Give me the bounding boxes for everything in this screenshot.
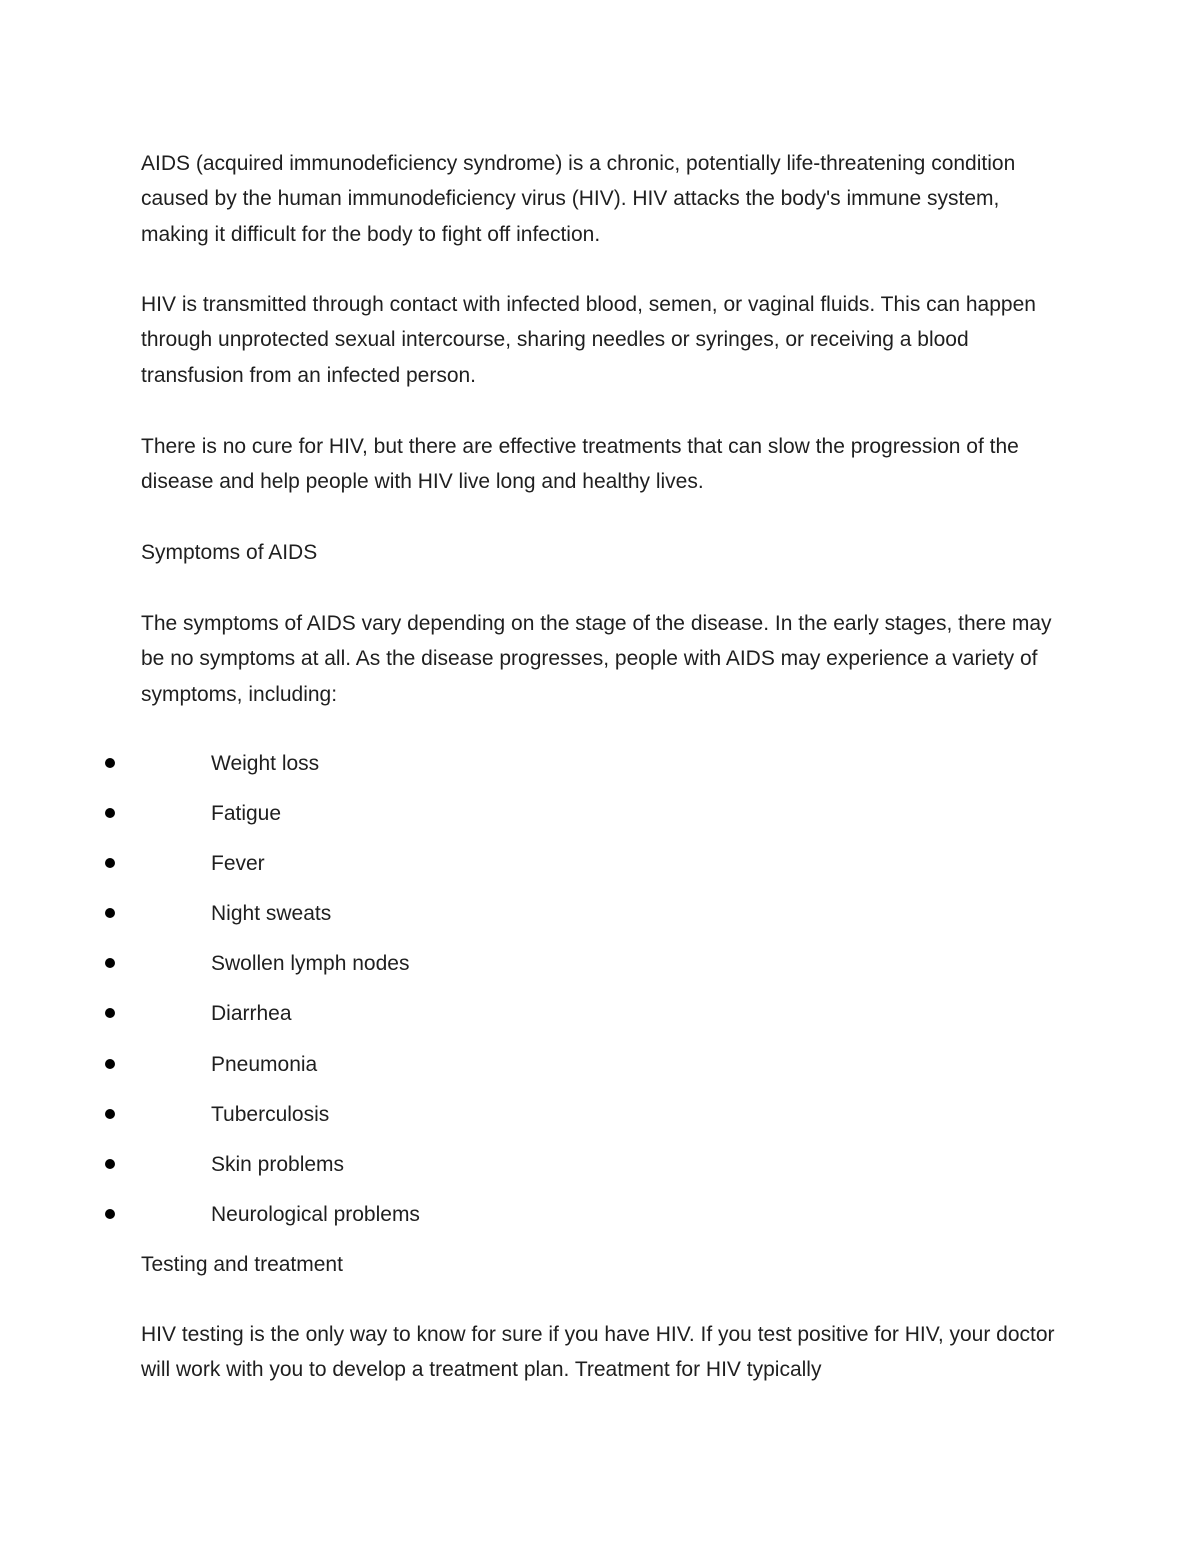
list-item — [0, 894, 900, 944]
testing-heading: Testing and treatment — [141, 1253, 343, 1276]
list-item — [0, 1095, 900, 1145]
bullet-icon — [105, 1008, 115, 1018]
bullet-icon — [105, 1059, 115, 1069]
bullet-icon — [105, 858, 115, 868]
list-item — [0, 844, 900, 894]
treatment-overview-paragraph: There is no cure for HIV, but there are effective treatments that can slow the progression of the disease and help people with HIV live long and healthy lives. — [141, 435, 1019, 494]
bullet-icon — [105, 758, 115, 768]
bullet-icon — [105, 1159, 115, 1169]
list-item-label: Swollen lymph nodes — [211, 952, 410, 976]
bullet-icon — [105, 1209, 115, 1219]
list-item-label: Tuberculosis — [211, 1102, 330, 1126]
symptoms-heading: Symptoms of AIDS — [141, 541, 318, 564]
list-item-label: Weight loss — [211, 752, 320, 775]
list-item — [0, 994, 900, 1044]
list-item-label: Neurological problems — [211, 1202, 420, 1226]
list-item-label: Pneumonia — [211, 1052, 318, 1076]
list-item — [0, 1145, 900, 1195]
testing-paragraph: HIV testing is the only way to know for sure if you have HIV. If you test positive for HIV, your doctor will work with you to develop a treatment plan. Treatment for HIV typically — [141, 1323, 1055, 1382]
symptoms-intro-paragraph: The symptoms of AIDS vary depending on the stage of the disease. In the early stages, there may be no symptoms at all. As the disease progresses, people with AIDS may experience a variety of symptoms, including: — [141, 612, 1052, 706]
list-item-label: Fatigue — [211, 802, 282, 826]
list-item-label: Diarrhea — [211, 1002, 292, 1026]
list-item — [0, 1195, 900, 1245]
intro-paragraph: AIDS (acquired immunodeficiency syndrome) is a chronic, potentially life-threatening condition caused by the human immunodeficiency virus (HIV). HIV attacks the body's immune system, making it difficult for the body to fight off infection. — [141, 152, 1016, 246]
list-item-label: Fever — [211, 852, 265, 876]
list-item — [0, 794, 900, 844]
bullet-icon — [105, 808, 115, 818]
list-item — [0, 944, 900, 994]
symptoms-list — [0, 744, 900, 1245]
bullet-icon — [105, 1109, 115, 1119]
list-item — [0, 1045, 900, 1095]
list-item-label: Skin problems — [211, 1152, 345, 1176]
list-item — [0, 744, 900, 794]
bullet-icon — [105, 908, 115, 918]
list-item-label: Night sweats — [211, 902, 332, 926]
bullet-icon — [105, 958, 115, 968]
transmission-paragraph: HIV is transmitted through contact with infected blood, semen, or vaginal fluids. This can happen through unprotected sexual intercourse, sharing needles or syringes, or receiving a blood transfusion from an infected person. — [141, 293, 1036, 387]
